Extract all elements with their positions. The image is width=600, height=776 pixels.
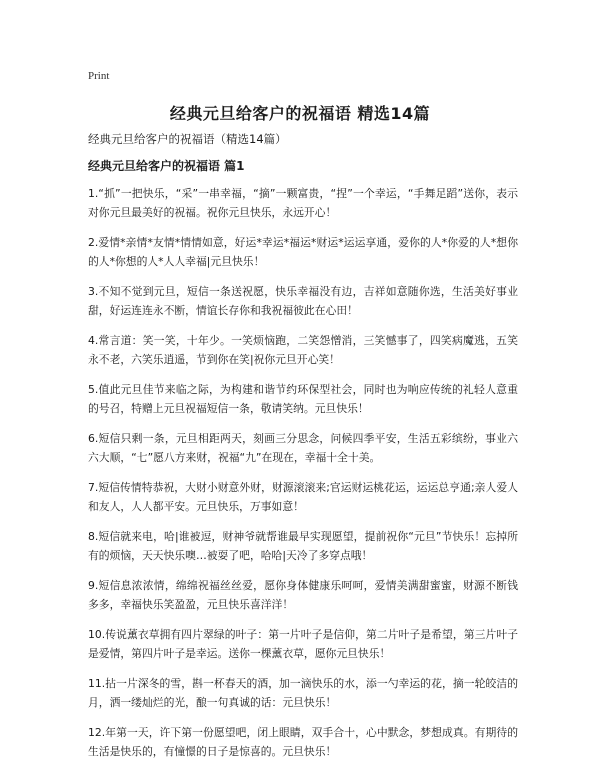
document-title: 经典元旦给客户的祝福语 精选14篇 — [169, 104, 431, 123]
paragraph: 5.值此元旦佳节来临之际，为构建和谐节约环保型社会，同时也为响应传统的礼轻人意重的号召，特赠上元旦祝福短信一条，敬请笑纳。元旦快乐！ — [88, 383, 518, 415]
paragraph: 8.短信就来电，哈|谁被逗，财神爷就帮谁最早实现愿望，提前祝你“元旦”节快乐！忘掉所有的烦恼，天天快乐噢…被耍了吧，哈哈|天冷了多穿点哦！ — [88, 530, 518, 562]
paragraph: 12.年第一天，许下第一份愿望吧，闭上眼睛，双手合十，心中默念，梦想成真。有期待的生活是快乐的，有憧憬的日子是惊喜的。元旦快乐！ — [88, 726, 518, 758]
paragraph: 6.短信只剩一条，元旦相距两天，刻画三分思念，问候四季平安，生活五彩缤纷，事业六六大顺，“七”愿八方来财，祝福“九”在现在，幸福十全十美。 — [88, 432, 518, 464]
paragraph: 10.传说薰衣草拥有四片翠绿的叶子：第一片叶子是信仰，第二片叶子是希望，第三片叶子是爱情，第四片叶子是幸运。送你一棵薰衣草，愿你元旦快乐！ — [88, 628, 518, 660]
paragraph: 4.常言道：笑一笑，十年少。一笑烦恼跑，二笑怨憎消，三笑憾事了，四笑病魔逃，五笑永不老，六笑乐逍遥，节到你在笑|祝你元旦开心笑！ — [88, 334, 518, 366]
section-heading: 经典元旦给客户的祝福语 篇1 — [88, 159, 245, 173]
paragraph: 11.拈一片深冬的雪，斟一杯春天的酒，加一滴快乐的水，添一勺幸运的花，摘一轮皎洁的月，洒一缕灿烂的光，酿一句真诚的话：元旦快乐！ — [88, 677, 518, 709]
document-subtitle: 经典元旦给客户的祝福语（精选14篇） — [88, 132, 287, 146]
paragraph: 7.短信传情特恭祝，大财小财意外财，财源滚滚来;官运财运桃花运，运运总亨通;亲人爱人和友人，人人都平安。元旦快乐，万事如意！ — [88, 481, 518, 513]
paragraph: 1.“抓”一把快乐，“采”一串幸福，“摘”一颗富贵，“捏”一个幸运，“手舞足蹈”送你，表示对你元旦最美好的祝福。祝你元旦快乐，永远开心！ — [88, 187, 518, 219]
paragraph: 2.爱情*亲情*友情*情情如意，好运*幸运*福运*财运*运运享通，爱你的人*你爱的人*想你的人*你想的人*人人幸福|元旦快乐！ — [88, 236, 518, 268]
print-link[interactable]: Print — [88, 70, 110, 82]
paragraph-list — [88, 184, 518, 772]
paragraph: 9.短信息浓浓情，绵绵祝福丝丝爱，愿你身体健康乐呵呵，爱情美满甜蜜蜜，财源不断钱多多，幸福快乐笑盈盈，元旦快乐喜洋洋！ — [88, 579, 518, 611]
paragraph: 3.不知不觉到元旦，短信一条送祝愿，快乐幸福没有边，吉祥如意随你选，生活美好事业甜，好运连连永不断，情谊长存你和我祝福彼此在心田！ — [88, 285, 518, 317]
